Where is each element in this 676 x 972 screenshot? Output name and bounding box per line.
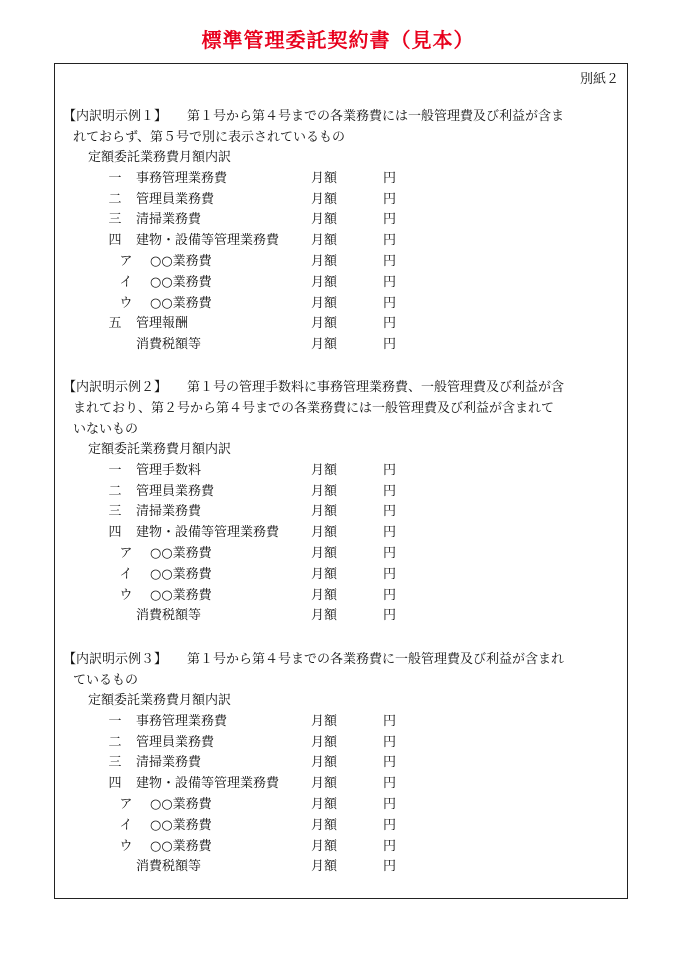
fee-row bbox=[63, 461, 621, 482]
monthly-label: 月額 bbox=[311, 734, 338, 750]
monthly-label: 月額 bbox=[311, 587, 338, 603]
fee-row bbox=[63, 712, 621, 733]
heading-text: 第１号から第４号までの各業務費には一般管理費及び利益が含ま bbox=[187, 109, 565, 124]
item-label: 消費税額等 bbox=[136, 337, 202, 353]
yen-unit: 円 bbox=[383, 817, 397, 833]
fee-row bbox=[63, 795, 621, 816]
fee-row bbox=[63, 837, 621, 858]
example-tag: 【内訳明示例２】 bbox=[63, 380, 168, 395]
section-heading-line bbox=[63, 377, 621, 398]
fee-row bbox=[63, 586, 621, 607]
breakdown-subtitle: 定額委託業務費月額内訳 bbox=[88, 150, 232, 165]
item-label: 管理手数料 bbox=[136, 462, 202, 478]
item-number: ウ bbox=[119, 295, 133, 311]
yen-unit: 円 bbox=[383, 796, 397, 812]
fee-row bbox=[63, 753, 621, 774]
monthly-label: 月額 bbox=[311, 462, 338, 478]
monthly-label: 月額 bbox=[311, 191, 338, 207]
fee-row bbox=[63, 565, 621, 586]
fee-row bbox=[63, 294, 621, 315]
yen-unit: 円 bbox=[383, 253, 397, 269]
fee-row bbox=[63, 169, 621, 190]
item-number: 二 bbox=[108, 483, 122, 499]
monthly-label: 月額 bbox=[311, 796, 338, 812]
section-heading-line bbox=[63, 106, 621, 127]
item-label: 管理員業務費 bbox=[136, 734, 215, 750]
yen-unit: 円 bbox=[383, 566, 397, 582]
item-label: 管理報酬 bbox=[136, 316, 189, 332]
item-label: ○○業務費 bbox=[150, 817, 212, 833]
yen-unit: 円 bbox=[383, 587, 397, 603]
fee-row bbox=[63, 774, 621, 795]
yen-unit: 円 bbox=[383, 504, 397, 520]
yen-unit: 円 bbox=[383, 859, 397, 875]
fee-row bbox=[63, 314, 621, 335]
item-label: 事務管理業務費 bbox=[136, 713, 228, 729]
yen-unit: 円 bbox=[383, 713, 397, 729]
item-label: ○○業務費 bbox=[150, 253, 212, 269]
breakdown-subtitle: 定額委託業務費月額内訳 bbox=[88, 693, 232, 708]
monthly-label: 月額 bbox=[311, 233, 338, 249]
monthly-label: 月額 bbox=[311, 566, 338, 582]
document-frame bbox=[54, 63, 628, 899]
item-number: イ bbox=[119, 274, 133, 290]
yen-unit: 円 bbox=[383, 608, 397, 624]
item-number: イ bbox=[119, 817, 133, 833]
monthly-label: 月額 bbox=[311, 817, 338, 833]
item-number: 五 bbox=[108, 316, 122, 332]
document-title: 標準管理委託契約書（見本） bbox=[201, 28, 475, 52]
monthly-label: 月額 bbox=[311, 316, 338, 332]
yen-unit: 円 bbox=[383, 545, 397, 561]
monthly-label: 月額 bbox=[311, 483, 338, 499]
item-label: ○○業務費 bbox=[150, 295, 212, 311]
item-number: 三 bbox=[108, 212, 122, 228]
yen-unit: 円 bbox=[383, 838, 397, 854]
heading-continuation: まれており、第２号から第４号までの各業務費には一般管理費及び利益が含まれて bbox=[73, 401, 555, 416]
item-label: ○○業務費 bbox=[150, 587, 212, 603]
fee-row bbox=[63, 335, 621, 356]
monthly-label: 月額 bbox=[311, 545, 338, 561]
item-label: ○○業務費 bbox=[150, 838, 212, 854]
yen-unit: 円 bbox=[383, 212, 397, 228]
item-label: 管理員業務費 bbox=[136, 483, 215, 499]
fee-row bbox=[63, 733, 621, 754]
fee-row bbox=[63, 502, 621, 523]
yen-unit: 円 bbox=[383, 170, 397, 186]
item-label: ○○業務費 bbox=[150, 545, 212, 561]
item-label: 消費税額等 bbox=[136, 608, 202, 624]
monthly-label: 月額 bbox=[311, 295, 338, 311]
section-heading-line bbox=[63, 649, 621, 670]
yen-unit: 円 bbox=[383, 233, 397, 249]
monthly-label: 月額 bbox=[311, 253, 338, 269]
item-number: 四 bbox=[108, 776, 122, 792]
breakdown-example-1 bbox=[63, 106, 621, 356]
item-label: ○○業務費 bbox=[150, 566, 212, 582]
yen-unit: 円 bbox=[383, 483, 397, 499]
monthly-label: 月額 bbox=[311, 525, 338, 541]
item-number: ア bbox=[119, 253, 133, 269]
example-tag: 【内訳明示例１】 bbox=[63, 109, 168, 124]
item-label: 管理員業務費 bbox=[136, 191, 215, 207]
item-number: 一 bbox=[108, 170, 122, 186]
item-label: 事務管理業務費 bbox=[136, 170, 228, 186]
item-number: 一 bbox=[108, 462, 122, 478]
fee-row bbox=[63, 606, 621, 627]
item-label: 建物・設備等管理業務費 bbox=[136, 525, 280, 541]
monthly-label: 月額 bbox=[311, 776, 338, 792]
breakdown-example-3 bbox=[63, 649, 621, 878]
item-number: 四 bbox=[108, 233, 122, 249]
item-number: ウ bbox=[119, 838, 133, 854]
fee-row bbox=[63, 252, 621, 273]
monthly-label: 月額 bbox=[311, 755, 338, 771]
monthly-label: 月額 bbox=[311, 713, 338, 729]
yen-unit: 円 bbox=[383, 337, 397, 353]
section-heading bbox=[63, 377, 621, 440]
item-number: 三 bbox=[108, 755, 122, 771]
fee-row bbox=[63, 190, 621, 211]
fee-row bbox=[63, 523, 621, 544]
item-label: 清掃業務費 bbox=[136, 212, 202, 228]
fee-row bbox=[63, 816, 621, 837]
heading-continuation: れておらず、第５号で別に表示されているもの bbox=[73, 130, 345, 145]
fee-row bbox=[63, 544, 621, 565]
yen-unit: 円 bbox=[383, 462, 397, 478]
yen-unit: 円 bbox=[383, 295, 397, 311]
item-label: 建物・設備等管理業務費 bbox=[136, 233, 280, 249]
example-tag: 【内訳明示例３】 bbox=[63, 652, 168, 667]
item-label: 清掃業務費 bbox=[136, 755, 202, 771]
yen-unit: 円 bbox=[383, 274, 397, 290]
item-number: ア bbox=[119, 796, 133, 812]
item-label: 消費税額等 bbox=[136, 859, 202, 875]
item-number: イ bbox=[119, 566, 133, 582]
yen-unit: 円 bbox=[383, 316, 397, 332]
yen-unit: 円 bbox=[383, 525, 397, 541]
item-number: 四 bbox=[108, 525, 122, 541]
yen-unit: 円 bbox=[383, 776, 397, 792]
fee-row bbox=[63, 231, 621, 252]
yen-unit: 円 bbox=[383, 191, 397, 207]
heading-text: 第１号から第４号までの各業務費に一般管理費及び利益が含まれ bbox=[187, 652, 565, 667]
sheet-number: 別紙２ bbox=[579, 72, 619, 87]
monthly-label: 月額 bbox=[311, 838, 338, 854]
breakdown-subtitle: 定額委託業務費月額内訳 bbox=[88, 442, 232, 457]
fee-row bbox=[63, 273, 621, 294]
monthly-label: 月額 bbox=[311, 504, 338, 520]
heading-continuation: いないもの bbox=[73, 422, 139, 437]
item-label: 清掃業務費 bbox=[136, 504, 202, 520]
section-heading bbox=[63, 649, 621, 691]
item-number: 二 bbox=[108, 191, 122, 207]
yen-unit: 円 bbox=[383, 755, 397, 771]
section-heading bbox=[63, 106, 621, 148]
item-number: 三 bbox=[108, 504, 122, 520]
fee-row bbox=[63, 482, 621, 503]
monthly-label: 月額 bbox=[311, 859, 338, 875]
item-number: ウ bbox=[119, 587, 133, 603]
monthly-label: 月額 bbox=[311, 608, 338, 624]
monthly-label: 月額 bbox=[311, 212, 338, 228]
fee-row bbox=[63, 210, 621, 231]
monthly-label: 月額 bbox=[311, 337, 338, 353]
item-number: 一 bbox=[108, 713, 122, 729]
fee-row bbox=[63, 857, 621, 878]
heading-continuation: ているもの bbox=[73, 673, 139, 688]
item-number: ア bbox=[119, 545, 133, 561]
item-number: 二 bbox=[108, 734, 122, 750]
breakdown-example-2 bbox=[63, 377, 621, 627]
monthly-label: 月額 bbox=[311, 274, 338, 290]
yen-unit: 円 bbox=[383, 734, 397, 750]
item-label: ○○業務費 bbox=[150, 796, 212, 812]
item-label: 建物・設備等管理業務費 bbox=[136, 776, 280, 792]
heading-text: 第１号の管理手数料に事務管理業務費、一般管理費及び利益が含 bbox=[187, 380, 565, 395]
item-label: ○○業務費 bbox=[150, 274, 212, 290]
monthly-label: 月額 bbox=[311, 170, 338, 186]
